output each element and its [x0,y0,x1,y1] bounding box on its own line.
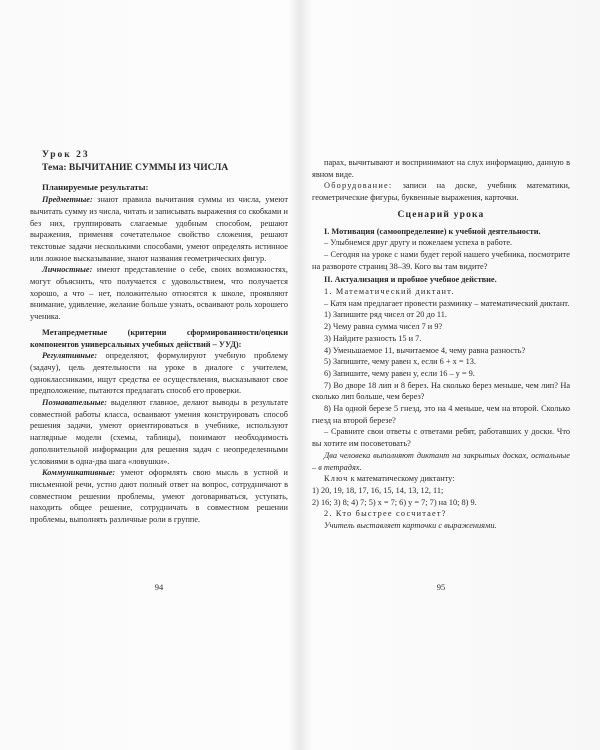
line-two-people: Два человека выполняют диктант на закрытых досках, остальные – в тетрадях. [312,450,570,472]
cognitive-results [30,397,288,467]
key-text: к математическому диктанту: [348,474,455,484]
task-2: 2) Чему равна сумма чисел 7 и 9? [324,322,443,332]
line-today: – Сегодня на уроке с нами будет герой нашего учебника, посмотрите на развороте страниц 38–39. Кого вы там видите? [312,249,570,271]
regulative-text: определяют, формулируют учебную проблему (задачу), цель деятельности на уроке в диалоге с учителем, одноклассниками, ищут средства ее осуществления, высказывают свое предположение, пытаются предлагать способ его проверки. [30,351,288,396]
section2-heading: II. Актуализация и пробное учебное действие. [324,275,497,285]
subject-text: знают правила вычитания суммы из числа, умеют вычитать сумму из числа, читать и записывать выражения со скобками и без них, группировать слагаемые удобным способом, решают выражения, применяя сочетательное свойство сложения, решают текстовые задачи несколькими способами, умеют определять истинное или ложное высказывание, знают названия геометрических фигур. [30,195,288,263]
right-page [312,0,570,750]
personal-results [30,264,288,323]
key-label: Ключ [324,474,349,484]
lesson-title: Тема: ВЫЧИТАНИЕ СУММЫ ИЗ ЧИСЛА [42,162,229,173]
key-line-2: 2) 16; 3) 8; 4) 7; 5) x = 7; 6) y = 7; 7) на 10; 8) 9. [312,497,477,507]
task-4: 4) Уменьшаемое 11, вычитаемое 4, чему равна разность? [324,345,526,355]
task-3: 3) Найдите разность 15 и 7. [324,333,422,343]
key-line-1: 1) 20, 19, 18, 17, 16, 15, 14, 13, 12, 11; [312,485,444,495]
lesson-number: Урок 23 [42,150,90,160]
subject-label: Предметные: [42,195,93,205]
task-6: 6) Запишите, чему равен y, если 16 – y = 9. [324,368,475,378]
equipment-text: записи на доске, учебник математики, геометрические фигуры, буквенные выражения, карточки. [312,181,570,203]
equipment-label: Оборудование: [324,181,393,191]
cognitive-label: Познавательные: [42,398,107,408]
page-number-right: 95 [436,582,446,592]
dictation-key [312,473,570,485]
dictation-heading: 1. Математический диктант. [324,287,455,297]
left-page [30,0,288,750]
regulative-label: Регулятивные: [42,351,98,361]
section1-heading: I. Мотивация (самоопределение) к учебной деятельности. [324,226,541,236]
planned-results-heading: Планируемые результаты: [42,182,149,193]
subject-results [30,194,288,264]
communicative-label: Коммуникативные: [42,468,116,478]
task-8: 8) На одной березе 5 гнезд, это на 4 меньше, чем на второй. Сколько гнезд на второй березе? [312,404,570,425]
task-5: 5) Запишите, чему равен x, если 6 + x = 13. [324,357,476,367]
task-7: 7) Во дворе 18 лип и 8 берез. На сколько берез меньше, чем лип? На сколько лип больше, чем берез? [312,380,570,402]
communicative-results [30,467,288,526]
continuation-text: парах, вычитывают и воспринимают на слух информацию, данную в явном виде. [312,158,570,179]
line-katya: – Катя нам предлагает провести разминку – математический диктант. [324,298,570,308]
meta-heading: Метапредметные (критерии сформированности/оценки компонентов универсальных учебных действий – УУД): [30,327,288,349]
line-compare: – Сравните свои ответы с ответами ребят, работавших у доски. Что вы хотите им посоветовать? [312,427,570,449]
count-heading: 2. Кто быстрее сосчитает? [324,509,447,519]
cognitive-text: выделяют главное, делают выводы в результате совместной работы класса, осваивают умения конструировать способ решения задачи, умеют ориентироваться в учебнике, используют наглядные модели (схемы, таблицы), понимают необходимость дополнительной информации для решения задач с неопределенными условиями в одна-два шага «ловушки». [30,398,288,466]
line-smile: – Улыбнемся друг другу и пожелаем успеха в работе. [324,238,513,248]
equipment [312,180,570,203]
scenario-heading: Сценарий урока [397,209,485,220]
personal-text: имеют представление о себе, своих возможностях, могут объяснить, что получается с удовольствием, что получается хорошо, а что – нет, положительно относятся к школе, проявляют внимание, удивление, желание больше узнать, осваивают роль хорошего ученика. [30,265,288,322]
teacher-line: Учитель выставляет карточки с выражениями. [324,521,497,531]
regulative-results [30,350,288,397]
task-1: 1) Запишите ряд чисел от 20 до 11. [324,310,447,320]
communicative-text: умеют оформлять свою мысль в устной и письменной речи, устно дают полный ответ на вопрос, сотрудничают в совместном решении проблемы, умеют договариваться, уступать, находить общее решение, сотрудничать в совместном решении проблемы, выполнять различные роли в группе. [30,468,288,525]
personal-label: Личностные: [42,265,93,275]
page-number-left: 94 [154,582,164,592]
